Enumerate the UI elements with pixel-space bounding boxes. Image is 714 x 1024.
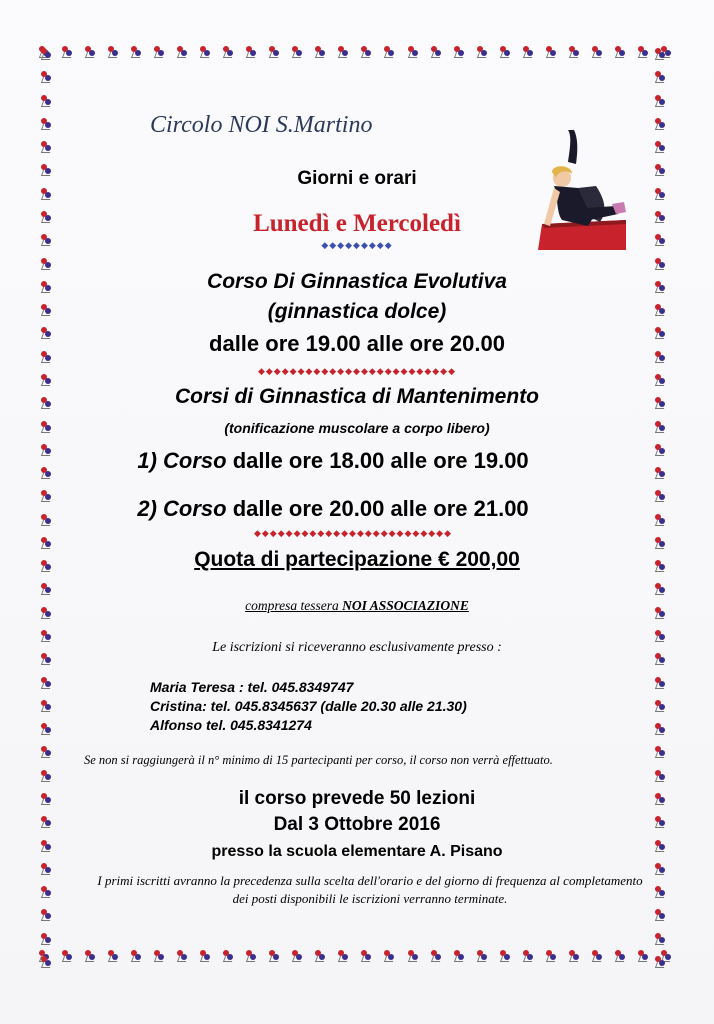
bead-border-icon: [654, 95, 666, 107]
bead-border-icon: [40, 95, 52, 107]
slot1-label: 1) Corso: [137, 448, 227, 473]
bead-border-icon: [499, 46, 511, 58]
bead-border-icon: [360, 46, 372, 58]
bead-border-icon: [153, 46, 165, 58]
bead-border-icon: [654, 770, 666, 782]
bead-border-icon: [40, 258, 52, 270]
course2-name: Corsi di Ginnastica di Mantenimento: [174, 385, 540, 408]
bead-border-icon: [654, 583, 666, 595]
bead-border-icon: [268, 46, 280, 58]
course1-name: Corso Di Ginnastica Evolutiva: [207, 270, 507, 293]
bead-border-icon: [654, 723, 666, 735]
fee-note: [0, 598, 714, 614]
bead-border-icon: [40, 141, 52, 153]
bead-border-icon: [654, 933, 666, 945]
bead-border-icon: [107, 950, 119, 962]
bead-border-icon: [40, 770, 52, 782]
bead-border-icon: [654, 258, 666, 270]
page-title: Circolo NOI S.Martino: [150, 112, 373, 138]
bead-border-icon: [245, 46, 257, 58]
enroll-intro: Le iscrizioni si riceveranno esclusivamente presso :: [212, 640, 502, 655]
bead-border-icon: [291, 46, 303, 58]
bead-border-icon: [40, 48, 52, 60]
bead-border-icon: [522, 950, 534, 962]
bead-border-icon: [383, 46, 395, 58]
schedule-heading: Giorni e orari: [297, 168, 417, 189]
fee-note-prefix: compresa tessera: [245, 598, 343, 613]
bead-border-icon: [291, 950, 303, 962]
bead-border-icon: [407, 950, 419, 962]
bead-border-icon: [654, 956, 666, 968]
slot1-time: dalle ore 18.00 alle ore 19.00: [226, 448, 529, 473]
divider-diamonds-blue: ◆◆◆◆◆◆◆◆◆: [321, 240, 393, 250]
divider-diamonds-red-2: ◆◆◆◆◆◆◆◆◆◆◆◆◆◆◆◆◆◆◆◆◆◆◆◆◆: [253, 528, 453, 538]
bead-border-icon: [40, 863, 52, 875]
bead-border-icon: [654, 677, 666, 689]
bead-border-icon: [40, 583, 52, 595]
bead-border-icon: [591, 950, 603, 962]
bead-border-icon: [40, 956, 52, 968]
bead-border-icon: [40, 746, 52, 758]
course2-subtitle: (tonificazione muscolare a corpo libero): [224, 420, 490, 436]
bead-border-icon: [40, 118, 52, 130]
bead-border-icon: [130, 46, 142, 58]
fee-text: Quota di partecipazione € 200,00: [194, 548, 520, 571]
contact-alfonso: Alfonso tel. 045.8341274: [150, 717, 312, 733]
bead-border-icon: [38, 46, 50, 58]
bead-border-icon: [107, 46, 119, 58]
minimum-participants-note: Se non si raggiungerà il n° minimo di 15 partecipanti per corso, il corso non verrà effettuato.: [84, 753, 553, 767]
bead-border-icon: [407, 46, 419, 58]
bead-border-icon: [654, 909, 666, 921]
bead-border-icon: [660, 950, 672, 962]
bead-border-icon: [591, 46, 603, 58]
bead-border-icon: [40, 700, 52, 712]
bottom-bead-border: [38, 950, 672, 968]
bead-border-icon: [545, 950, 557, 962]
bead-border-icon: [499, 950, 511, 962]
bead-border-icon: [40, 909, 52, 921]
bead-border-icon: [222, 950, 234, 962]
bead-border-icon: [522, 46, 534, 58]
bead-border-icon: [199, 46, 211, 58]
bead-border-icon: [40, 723, 52, 735]
contact-maria-teresa: Maria Teresa : tel. 045.8349747: [150, 679, 354, 695]
course2-slot2: [0, 496, 690, 522]
bead-border-icon: [40, 933, 52, 945]
bead-border-icon: [654, 141, 666, 153]
top-bead-border: [38, 46, 672, 64]
bead-border-icon: [61, 46, 73, 58]
course1-time: dalle ore 19.00 alle ore 20.00: [209, 331, 505, 356]
course2-slot1: [0, 448, 690, 474]
days-heading: Lunedì e Mercoledì: [253, 210, 461, 237]
bead-border-icon: [40, 677, 52, 689]
bead-border-icon: [476, 46, 488, 58]
lessons-count: il corso prevede 50 lezioni: [238, 788, 476, 809]
slot2-time: dalle ore 20.00 alle ore 21.00: [226, 496, 529, 521]
bead-border-icon: [568, 46, 580, 58]
fee-note-underline: [245, 598, 469, 613]
bead-border-icon: [453, 46, 465, 58]
bead-border-icon: [660, 46, 672, 58]
bead-border-icon: [654, 71, 666, 83]
bead-border-icon: [337, 950, 349, 962]
course1-subtitle: (ginnastica dolce): [267, 300, 447, 323]
bead-border-icon: [568, 950, 580, 962]
contact-cristina: Cristina: tel. 045.8345637 (dalle 20.30 alle 21.30): [150, 698, 467, 714]
bead-border-icon: [545, 46, 557, 58]
bead-border-icon: [38, 950, 50, 962]
bead-border-icon: [176, 46, 188, 58]
bead-border-icon: [84, 46, 96, 58]
bead-border-icon: [337, 46, 349, 58]
bead-border-icon: [654, 118, 666, 130]
bead-border-icon: [614, 950, 626, 962]
contacts-list: [150, 678, 610, 735]
bead-border-icon: [199, 950, 211, 962]
bead-border-icon: [314, 46, 326, 58]
bead-border-icon: [222, 46, 234, 58]
divider-diamonds-red-1: ◆◆◆◆◆◆◆◆◆◆◆◆◆◆◆◆◆◆◆◆◆◆◆◆◆: [257, 366, 457, 376]
bead-border-icon: [268, 950, 280, 962]
bead-border-icon: [40, 71, 52, 83]
bead-border-icon: [654, 48, 666, 60]
bead-border-icon: [654, 746, 666, 758]
bead-border-icon: [654, 863, 666, 875]
bead-border-icon: [383, 950, 395, 962]
bead-border-icon: [360, 950, 372, 962]
bead-border-icon: [453, 950, 465, 962]
bead-border-icon: [637, 950, 649, 962]
bead-border-icon: [430, 950, 442, 962]
slot2-label: 2) Corso: [137, 496, 227, 521]
bead-border-icon: [476, 950, 488, 962]
bead-border-icon: [245, 950, 257, 962]
bead-border-icon: [40, 886, 52, 898]
fee-line: [0, 548, 714, 572]
priority-note: I primi iscritti avranno la precedenza sulla scelta dell'orario e del giorno di frequenza al completamento dei posti disponibili le iscrizioni verranno terminate.: [97, 873, 643, 906]
bead-border-icon: [61, 950, 73, 962]
bead-border-icon: [637, 46, 649, 58]
bead-border-icon: [614, 46, 626, 58]
bead-border-icon: [84, 950, 96, 962]
start-date: Dal 3 Ottobre 2016: [273, 814, 441, 835]
bead-border-icon: [430, 46, 442, 58]
bead-border-icon: [314, 950, 326, 962]
bead-border-icon: [654, 886, 666, 898]
bead-border-icon: [176, 950, 188, 962]
venue: presso la scuola elementare A. Pisano: [211, 843, 503, 860]
bead-border-icon: [130, 950, 142, 962]
bead-border-icon: [654, 700, 666, 712]
fee-note-association: NOI ASSOCIAZIONE: [342, 598, 469, 613]
bead-border-icon: [153, 950, 165, 962]
